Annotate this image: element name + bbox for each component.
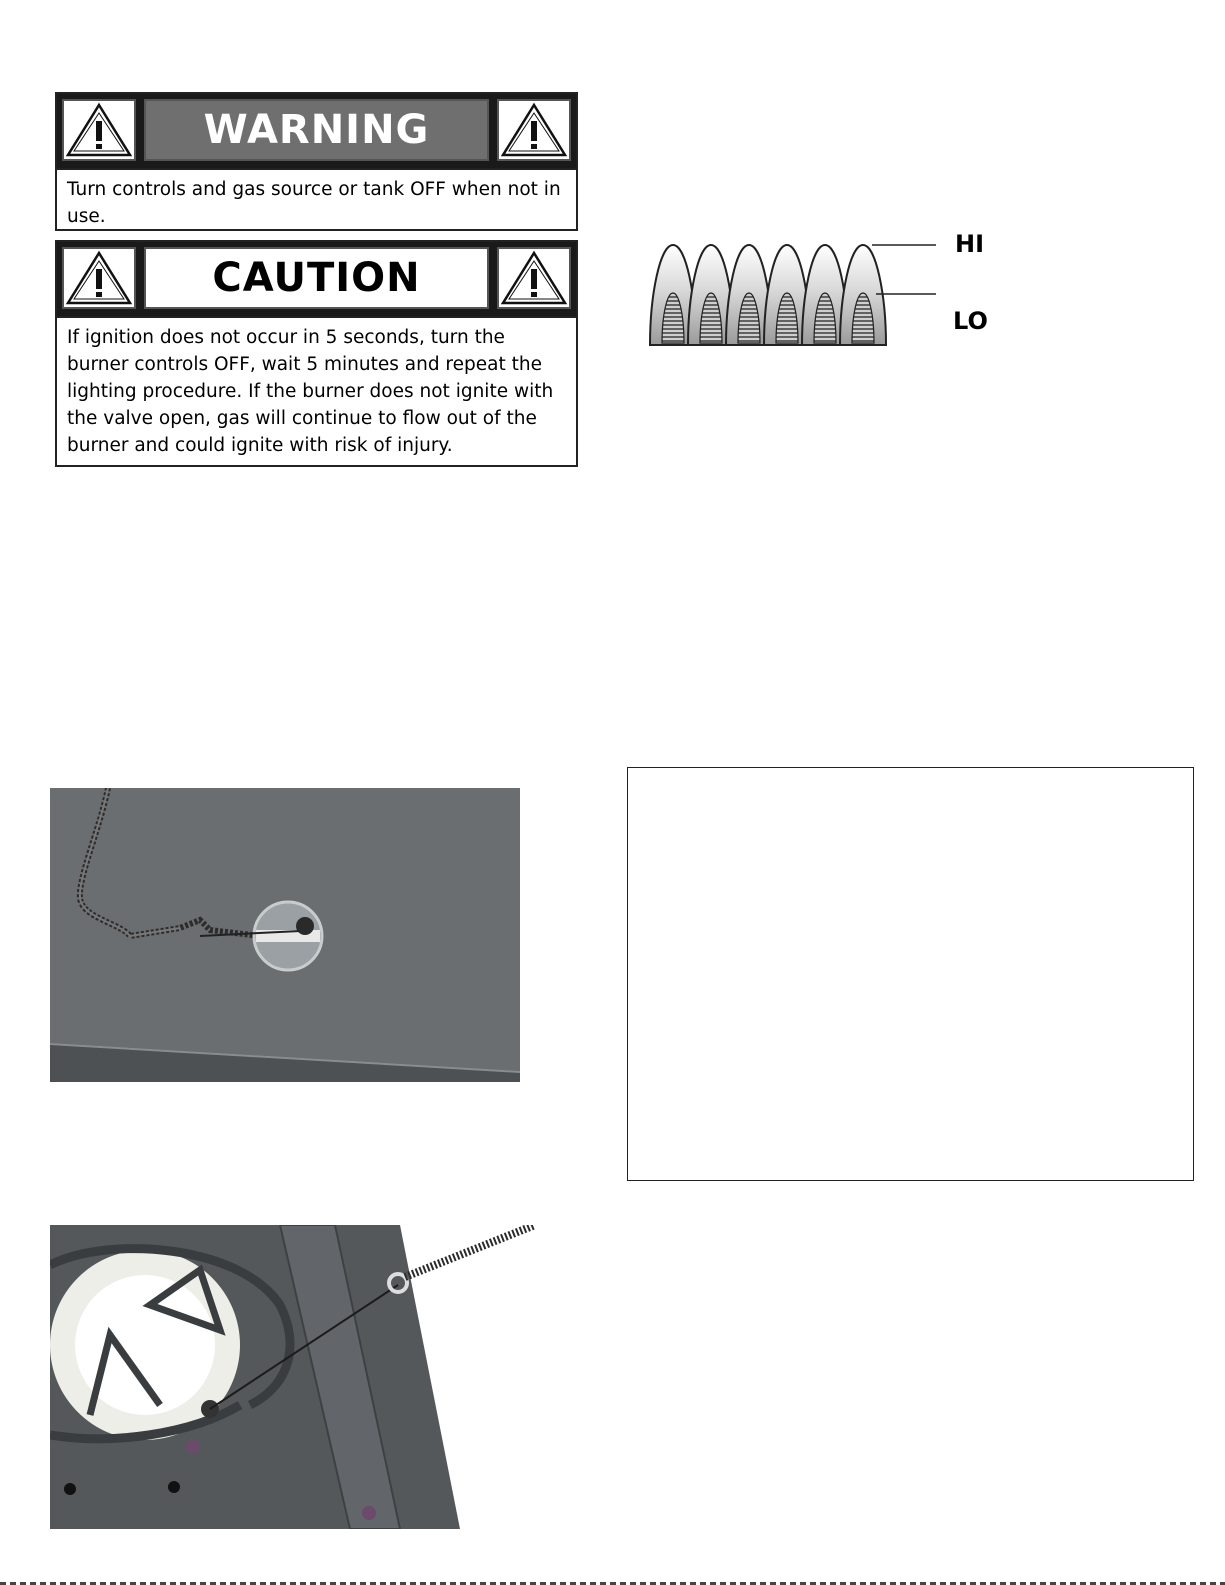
exclamation-triangle-icon [497, 247, 571, 309]
warning-title: WARNING [144, 99, 489, 161]
warning-text: Turn controls and gas source or tank OFF when not in use. [67, 179, 561, 227]
exclamation-triangle-icon [497, 99, 571, 161]
hi-label: HI [955, 230, 985, 258]
lo-label: LO [953, 307, 988, 335]
flame-diagram [640, 235, 940, 355]
caution-label [55, 240, 578, 467]
caution-header [57, 242, 576, 318]
burner-figure [50, 1225, 540, 1529]
igniter-wire-figure [50, 788, 520, 1082]
note-box [627, 767, 1194, 1181]
exclamation-triangle-icon [62, 99, 136, 161]
warning-label [55, 92, 578, 231]
caution-text: If ignition does not occur in 5 seconds, turn the burner controls OFF, wait 5 minutes and repeat the lighting procedure. If the burner does not ignite with the valve open, gas will continue to flow out of the burner and could ignite with risk of injury. [67, 327, 554, 456]
exclamation-triangle-icon [62, 247, 136, 309]
caution-title: CAUTION [144, 247, 489, 309]
warning-header [57, 94, 576, 170]
flame-icon [840, 245, 886, 345]
